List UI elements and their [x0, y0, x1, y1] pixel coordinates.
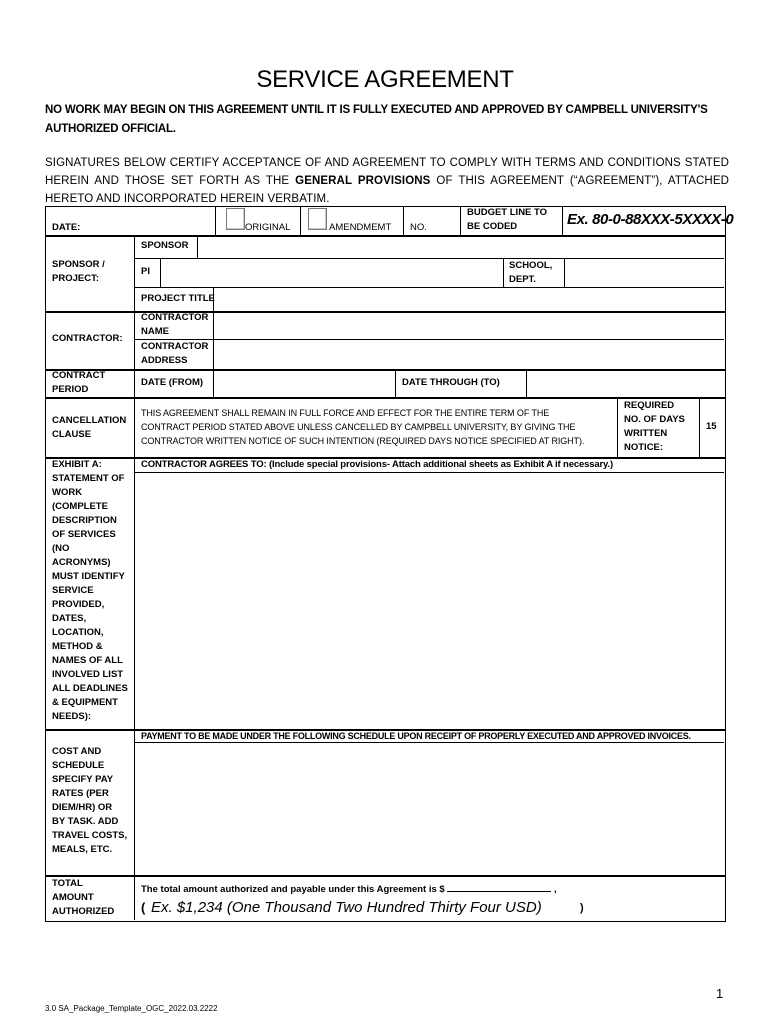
exhibit-a-label: EXHIBIT A: STATEMENT OF WORK (COMPLETE DESCRIPTION OF SERVICES (NO ACRONYMS) MUST IDENTIFY SERVICE PROVIDED, DATES, LOCATION, METHOD & NAMES OF ALL INVOLVED LIST ALL DEADLINES & EQUIPMENT NEEDS): — [52, 459, 128, 722]
amendment-number-label: NO. — [410, 222, 427, 233]
required-days-label: REQUIRED NO. OF DAYS WRITTEN NOTICE: — [624, 400, 685, 453]
contract-period-label: CONTRACT PERIOD — [52, 370, 106, 395]
footer-template-id: 3.0 SA_Package_Template_OGC_2022.03.2222 — [45, 1004, 218, 1013]
contractor-address-label: CONTRACTOR ADDRESS — [141, 341, 209, 366]
required-days-value[interactable]: 15 — [706, 421, 717, 432]
total-amount-example[interactable]: Ex. $1,234 (One Thousand Two Hundred Thirty Four USD) — [151, 899, 542, 916]
cancellation-clause-label: CANCELLATION CLAUSE — [52, 415, 127, 440]
original-label: ORIGINAL — [245, 222, 291, 233]
amendment-label: AMENDMEMT — [329, 222, 392, 233]
statement-of-work-field[interactable] — [136, 474, 722, 727]
project-title-label: PROJECT TITLE — [141, 293, 215, 304]
approval-warning: NO WORK MAY BEGIN ON THIS AGREEMENT UNTIL IT IS FULLY EXECUTED AND APPROVED BY CAMPBELL UNIVERSITY'S AUTHORIZED OFFICIAL. — [45, 104, 708, 135]
budget-line-label: BUDGET LINE TO BE CODED — [467, 207, 548, 232]
total-amount-label: TOTAL AMOUNT AUTHORIZED — [52, 878, 115, 917]
total-example-open: ( — [141, 900, 146, 915]
date-label: DATE: — [52, 222, 81, 233]
sponsor-project-label: SPONSOR / PROJECT: — [52, 259, 105, 284]
sponsor-label: SPONSOR — [141, 240, 189, 251]
intro-text-end: OF THIS AGREEMENT (“AGREEMENT”), ATTACHED HERETO AND INCORPORATED HEREIN VERBATIM. — [45, 175, 729, 205]
budget-line-example[interactable]: Ex. 80-0-88XXX-5XXXX-0 — [567, 211, 734, 228]
general-provisions-text: GENERAL PROVISIONS — [295, 175, 431, 187]
payment-schedule-heading: PAYMENT TO BE MADE UNDER THE FOLLOWING SCHEDULE UPON RECEIPT OF PROPERLY EXECUTED AND APPROVED INVOICES. — [141, 731, 691, 741]
total-example-close: ) — [580, 902, 584, 914]
intro-text-start: SIGNATURES BELOW CERTIFY ACCEPTANCE OF AND AGREEMENT TO COMPLY WITH TERMS AND CONDITIONS STATED HEREIN AND THOSE SET FORTH AS THE — [45, 157, 729, 187]
school-dept-label: SCHOOL, DEPT. — [509, 260, 553, 285]
pi-label: PI — [141, 266, 150, 277]
cost-schedule-label: COST AND SCHEDULE SPECIFY PAY RATES (PER DIEM/HR) OR BY TASK. ADD TRAVEL COSTS, MEALS, ETC. — [52, 746, 128, 855]
original-checkbox[interactable] — [226, 208, 245, 230]
date-through-label: DATE THROUGH (TO) — [402, 377, 500, 388]
contractor-label: CONTRACTOR: — [52, 333, 123, 344]
intro-paragraph — [45, 154, 729, 208]
total-comma: , — [553, 884, 557, 895]
cost-schedule-field[interactable] — [136, 744, 722, 873]
total-amount-text — [141, 881, 557, 897]
date-from-label: DATE (FROM) — [141, 377, 204, 388]
cancellation-text: THIS AGREEMENT SHALL REMAIN IN FULL FORCE AND EFFECT FOR THE ENTIRE TERM OF THE CONTRACT PERIOD STATED ABOVE UNLESS CANCELLED BY CAMPBELL UNIVERSITY, BY GIVING THE CONTRACTOR WRITTEN NOTICE OF SUCH INTENTION (REQUIRED DAYS NOTICE SPECIFIED AT RIGHT). — [141, 408, 585, 446]
contractor-name-label: CONTRACTOR NAME — [141, 312, 209, 337]
page-number: 1 — [716, 986, 724, 1001]
amendment-checkbox[interactable] — [308, 208, 327, 230]
contractor-agrees-heading: CONTRACTOR AGREES TO: (Include special provisions- Attach additional sheets as Exhibit A if necessary.) — [141, 459, 613, 470]
total-amount-statement: The total amount authorized and payable under this Agreement is $ — [141, 884, 445, 895]
document-title: SERVICE AGREEMENT — [256, 66, 514, 93]
total-amount-blank[interactable] — [447, 881, 551, 892]
